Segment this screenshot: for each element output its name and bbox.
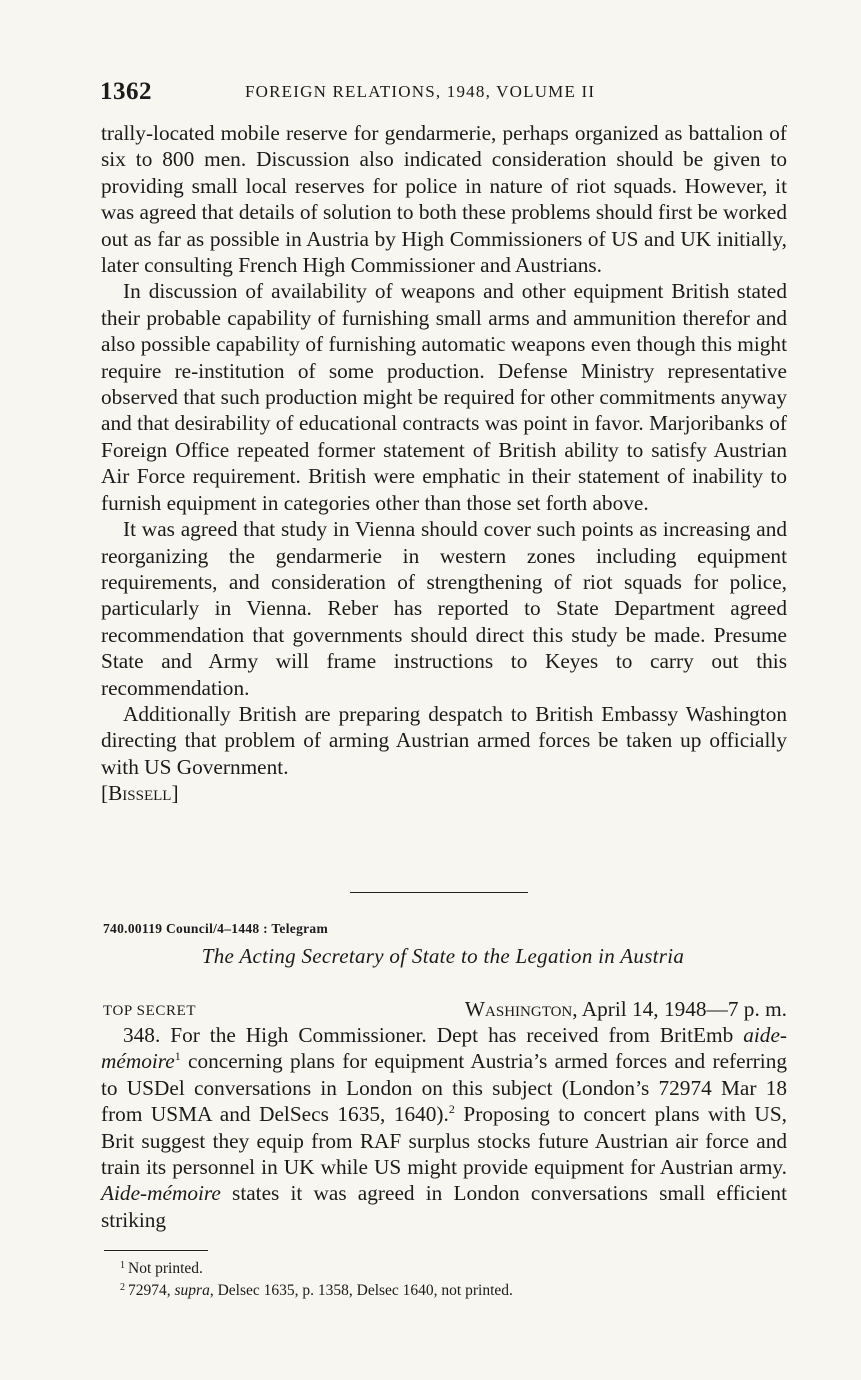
telegram-text-b: concerning plans for equipment Austria’s armed forces and referring to USDel conversations in London on this subject (London’s 72974 Mar 18 from USMA and DelSecs 1635, 1640).	[101, 1049, 787, 1127]
running-head	[100, 78, 785, 108]
telegram-paragraph	[101, 1022, 787, 1233]
footnote-2	[120, 1278, 513, 1300]
dateline-date: , April 14, 1948—7 p. m.	[572, 997, 787, 1021]
dateline-place: Washington	[464, 997, 573, 1021]
telegram-text-d: states it was agreed in London conversations small efficient striking	[101, 1181, 787, 1232]
footnote-ref-2: 2	[448, 1102, 455, 1117]
classification-row	[101, 997, 787, 1025]
paragraph-despatch: Additionally British are preparing despatch to British Embassy Washington directing that problem of arming Austrian armed forces be taken up officially with US Government.	[101, 701, 787, 779]
running-title: FOREIGN RELATIONS, 1948, VOLUME II	[245, 82, 596, 101]
footnote-number: 1	[120, 1260, 125, 1271]
aide-memoire-term-cap: Aide-mémoire	[101, 1181, 221, 1206]
paragraph-continued: trally-located mobile reserve for gendarmerie, perhaps organized as battalion of six to 800 men. Discussion also indicated consideration should be given to providing small local reserves for police in nature of riot squads. However, it was agreed that details of solution to both these problems should first be worked out as far as possible in Austria by High Commissioners of US and UK initially, later consulting French High Commissioner and Austrians.	[101, 121, 787, 278]
dateline	[465, 997, 787, 1022]
footnote-text: 72974,	[128, 1282, 175, 1299]
footnote-text: , Delsec 1635, p. 1358, Delsec 1640, not printed.	[209, 1282, 513, 1299]
section-divider	[350, 892, 528, 893]
signature: [Bissell]	[101, 781, 179, 806]
footnote-italic: supra	[174, 1282, 210, 1299]
footnote-rule	[104, 1250, 208, 1251]
document-title: The Acting Secretary of State to the Legation in Austria	[201, 944, 685, 968]
telegram-body	[101, 1022, 787, 1233]
page-number: 1362	[100, 78, 152, 105]
classification-label: TOP SECRET	[103, 1003, 197, 1019]
paragraph-vienna-study: It was agreed that study in Vienna should cover such points as increasing and reorganizing the gendarmerie in western zones including equipment requirements, and consideration of strengthening of riot squads for police, particularly in Vienna. Reber has reported to State Department agreed recommendation that governments should direct this study be made. Presume State and Army will frame instructions to Keyes to carry out this recommendation.	[101, 517, 787, 700]
footnote-ref-1: 1	[174, 1049, 181, 1064]
file-reference: 740.00119 Council/4–1448 : Telegram	[103, 921, 329, 936]
telegram-text-a: 348. For the High Commissioner. Dept has received from BritEmb	[123, 1023, 734, 1047]
footnote-text: Not printed.	[128, 1260, 203, 1277]
telegram-text-c: Proposing to concert plans with US, Brit suggest they equip from RAF surplus stocks future Austrian air force and train its personnel in UK while US might provide equipment for Austrian army.	[101, 1102, 787, 1180]
body-text	[101, 120, 787, 806]
aide-memoire-term: aide-mémoire	[101, 1023, 787, 1074]
paragraph-weapons: In discussion of availability of weapons and other equipment British stated their probable capability of furnishing small arms and ammunition therefor and also possible capability of furnishing automatic weapons even though this might require re-institution of some production. Defense Ministry representative observed that such production might be required for other commitments anyway and that desirability of educational contracts was point in favor. Marjoribanks of Foreign Office repeated former statement of British ability to satisfy Austrian Air Force requirement. British were emphatic in their statement of inability to furnish equipment in categories other than those set forth above.	[101, 279, 787, 515]
footnotes	[120, 1256, 513, 1300]
footnote-number: 2	[120, 1282, 125, 1293]
footnote-1	[120, 1256, 513, 1278]
